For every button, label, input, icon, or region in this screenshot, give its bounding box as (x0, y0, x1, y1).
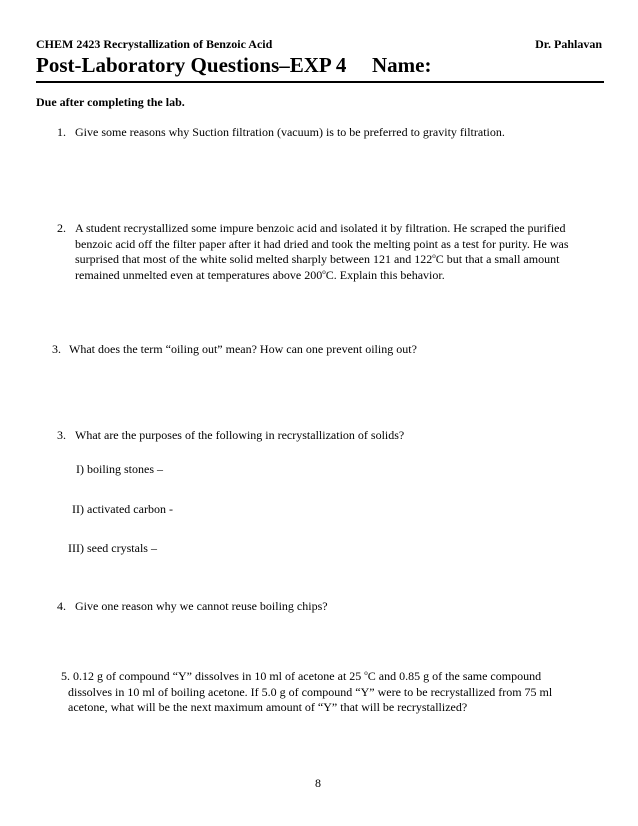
question-number: 2. (57, 221, 66, 235)
instructor-name: Dr. Pahlavan (535, 37, 602, 51)
question-number: 4. (57, 599, 66, 613)
question-line: surprised that most of the white solid melted sharply between 121 and 122$^o$C but that a small amount (75, 252, 560, 266)
course-title: CHEM 2423 Recrystallization of Benzoic Acid (36, 37, 273, 51)
question-5 (61, 669, 552, 716)
question-text: What are the purposes of the following in recrystallization of solids? (75, 428, 405, 442)
page-number: 8 (315, 776, 321, 790)
question-line: dissolves in 10 ml of boiling acetone. If 5.0 g of compound “Y” were to be recrystallized from 75 ml (68, 684, 553, 699)
question-line: A student recrystallized some impure benzoic acid and isolated it by filtration. He scraped the purified (75, 221, 566, 235)
name-label: Name: (372, 53, 432, 77)
sub-item: II) activated carbon - (72, 502, 173, 516)
sub-item: I) boiling stones – (76, 462, 163, 476)
degree-symbol: o (364, 669, 368, 677)
question-text (75, 221, 569, 283)
question-text: Give some reasons why Suction filtration (vacuum) is to be preferred to gravity filtration. (75, 125, 505, 139)
page-title: Post-Laboratory Questions–EXP 4 (36, 53, 347, 77)
question-line: remained unmelted even at temperatures above 200$^o$C. Explain this behavior. (75, 267, 445, 282)
question-number: 3. (52, 342, 61, 356)
question-number: 3. (57, 428, 66, 442)
question-line: acetone, what will be the next maximum amount of “Y” that will be recrystallized? (68, 700, 468, 714)
title-rule (36, 81, 604, 83)
sub-item: III) seed crystals – (68, 541, 157, 555)
question-text: Give one reason why we cannot reuse boiling chips? (75, 599, 328, 613)
degree-symbol: o (322, 267, 326, 276)
question-line: 5. 0.12 g of compound “Y” dissolves in 10 ml of acetone at 25 $^o$C and 0.85 g of the same compound (61, 669, 542, 683)
question-line: benzoic acid off the filter paper after it had dried and took the melting point as a test for purity. He was (75, 236, 569, 251)
degree-symbol: o (432, 252, 436, 260)
question-text: What does the term “oiling out” mean? How can one prevent oiling out? (69, 342, 417, 356)
question-number: 1. (57, 125, 66, 139)
due-note: Due after completing the lab. (36, 95, 185, 109)
